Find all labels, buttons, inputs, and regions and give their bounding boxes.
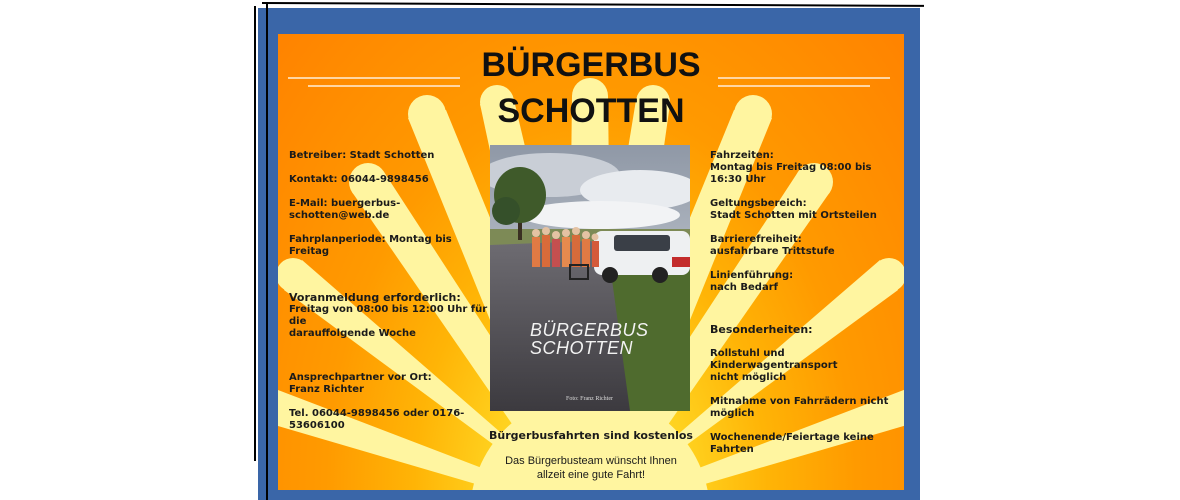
wunsch-line-1: Das Bürgerbusteam wünscht Ihnen — [505, 455, 677, 467]
left-info-column — [289, 150, 489, 432]
fahrplan-text: Fahrplanperiode: Montag bis Freitag — [289, 234, 452, 257]
kostenlos-text: Bürgerbusfahrten sind kostenlos — [489, 429, 693, 442]
fahrzeiten-label: Fahrzeiten: — [710, 150, 774, 161]
barrierefreiheit-value: ausfahrbare Trittstufe — [710, 246, 835, 257]
linienfuehrung-value: nach Bedarf — [710, 282, 778, 293]
poster-frame-line-outer — [254, 6, 256, 461]
bus-photo-scene — [490, 145, 690, 411]
poster-frame-line-top — [262, 2, 924, 7]
barrierefreiheit-label: Barrierefreiheit: — [710, 234, 802, 245]
voranmeldung-heading: Voranmeldung erforderlich: — [289, 291, 461, 304]
telefon-text: Tel. 06044-9898456 oder 0176-53606100 — [289, 408, 465, 431]
besonderheit-3: Wochenende/Feiertage keine Fahrten — [710, 432, 874, 455]
geltungsbereich-label: Geltungsbereich: — [710, 198, 807, 209]
besonderheit-1-line-2: nicht möglich — [710, 372, 787, 383]
photo-caption-line-1: BÜRGERBUS — [530, 320, 649, 340]
poster-title — [418, 42, 764, 134]
besonderheiten-heading: Besonderheiten: — [710, 323, 813, 336]
betreiber-text: Betreiber: Stadt Schotten — [289, 150, 435, 161]
ansprechpartner-name: Franz Richter — [289, 384, 364, 395]
poster — [278, 34, 904, 490]
title-line-1: BÜRGERBUS — [481, 46, 701, 84]
photo-credit: Foto: Franz Richter — [566, 396, 613, 402]
right-info-column — [710, 150, 904, 456]
wunsch-line-2: allzeit eine gute Fahrt! — [536, 469, 646, 481]
voranmeldung-line-2: darauffolgende Woche — [289, 328, 416, 339]
wunsch-text — [438, 454, 744, 482]
besonderheit-2: Mitnahme von Fahrrädern nicht möglich — [710, 396, 889, 419]
linienfuehrung-label: Linienführung: — [710, 270, 794, 281]
ansprechpartner-label: Ansprechpartner vor Ort: — [289, 372, 432, 383]
bus-photo — [490, 145, 690, 411]
poster-frame-line-left — [266, 2, 268, 500]
photo-caption-line-2: SCHOTTEN — [530, 338, 633, 358]
photo-caption — [530, 321, 649, 357]
voranmeldung-line-1: Freitag von 08:00 bis 12:00 Uhr für die — [289, 304, 488, 327]
title-line-2: SCHOTTEN — [497, 92, 685, 130]
fahrzeiten-value: Montag bis Freitag 08:00 bis 16:30 Uhr — [710, 162, 872, 185]
besonderheit-1-line-1: Rollstuhl und Kinderwagentransport — [710, 348, 838, 371]
kontakt-text: Kontakt: 06044-9898456 — [289, 174, 429, 185]
geltungsbereich-value: Stadt Schotten mit Ortsteilen — [710, 210, 877, 221]
email-text: E-Mail: buergerbus-schotten@web.de — [289, 198, 401, 221]
